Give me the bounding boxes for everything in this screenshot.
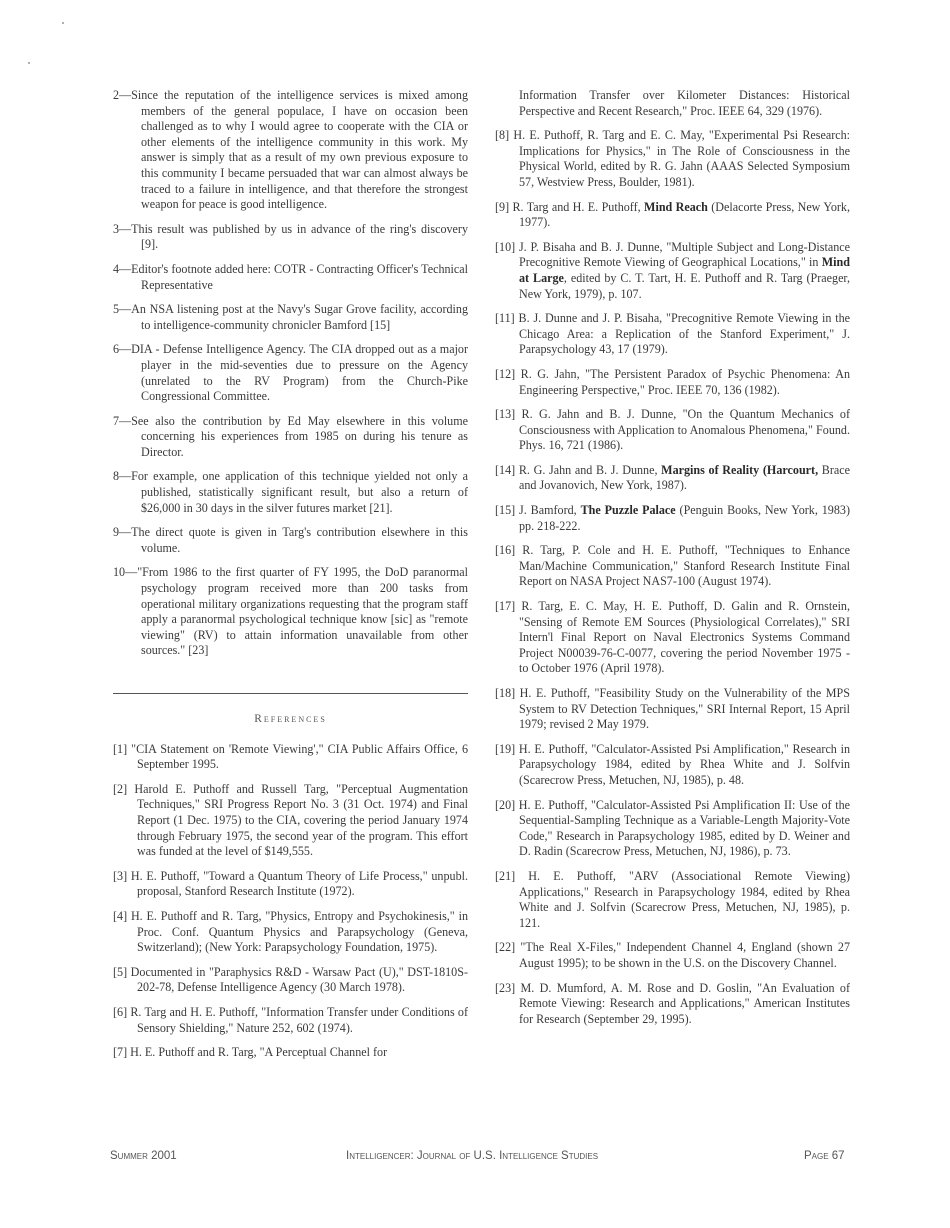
references-heading: References [254, 713, 327, 725]
footnote-8: 8—For example, one application of this technique yielded not only a published, statistically significant result, but also a return of $26,000 in 30 days in the silver futures market [21]. [113, 469, 468, 515]
reference-9-post: (Delacorte Press, New York, 1977). [519, 199, 851, 230]
section-divider [113, 693, 468, 694]
reference-20: [20] H. E. Puthoff, "Calculator-Assisted Psi Amplification II: Use of the Sequential-Sampling Technique as a Variable-Length Majority-Vote Code," Research in Parapsychology 1985, edited by D. Weiner and D. Radin (Scarecrow Press, Metuchen, NJ, 1986), p. 73. [495, 797, 850, 859]
reference-15-pre: [15] J. Bamford, [495, 503, 581, 518]
footer-issue: Summer 2001 [110, 1150, 177, 1162]
reference-14-post: Brace and Jovanovich, New York, 1987). [519, 462, 850, 493]
footnote-4: 4—Editor's footnote added here: COTR - Contracting Officer's Technical Representative [113, 261, 468, 292]
reference-5: [5] Documented in "Paraphysics R&D - Warsaw Pact (U)," DST-1810S-202-78, Defense Intelligence Agency (30 March 1978). [113, 964, 468, 995]
reference-6: [6] R. Targ and H. E. Puthoff, "Information Transfer under Conditions of Sensory Shielding," Nature 252, 602 (1974). [113, 1004, 468, 1035]
reference-2: [2] Harold E. Puthoff and Russell Targ, "Perceptual Augmentation Techniques," SRI Progress Report No. 3 (31 Oct. 1974) and Final Report (1 Dec. 1975) to the CIA, covering the period January 1974 through February 1975, the second year of the program. This effort was funded at the level of $149,555. [113, 781, 468, 859]
scan-speck [62, 22, 64, 24]
reference-4: [4] H. E. Puthoff and R. Targ, "Physics, Entropy and Psychokinesis," in Proc. Conf. Quantum Physics and Parapsychology (Geneva, Switzerland); (New York: Parapsychology Foundation, 1975). [113, 908, 468, 955]
right-column [495, 88, 850, 1036]
reference-22: [22] "The Real X-Files," Independent Channel 4, England (shown 27 August 1995); to be shown in the U.S. on the Discovery Channel. [495, 940, 850, 970]
reference-9 [495, 200, 850, 231]
reference-14 [495, 463, 850, 494]
footnote-2: 2—Since the reputation of the intelligence services is mixed among members of the general populace, I have on occasion been challenged as to why I would agree to cooperate with the CIA or other elements of the intelligence community in this work. My answer is simply that as a result of my own previous exposure to this community I became persuaded that war can almost always be traced to a failure in intelligence, and that therefore the strongest weapon for peace is good intelligence. [113, 88, 468, 212]
footnote-5: 5—An NSA listening post at the Navy's Sugar Grove facility, according to intelligence-community chronicler Bamford [15] [113, 302, 468, 332]
reference-1: [1] "CIA Statement on 'Remote Viewing'," CIA Public Affairs Office, 6 September 1995. [113, 741, 468, 772]
footer-page-number: Page 67 [804, 1150, 845, 1162]
reference-15-post: (Penguin Books, New York, 1983) pp. 218-222. [519, 503, 850, 533]
reference-3: [3] H. E. Puthoff, "Toward a Quantum Theory of Life Process," unpubl. proposal, Stanford Research Institute (1972). [113, 868, 468, 899]
reference-18: [18] H. E. Puthoff, "Feasibility Study on the Vulnerability of the MPS System to RV Detection Techniques," SRI Internal Report, 15 April 1979; revised 2 May 1979. [495, 686, 850, 732]
reference-9-pre: [9] R. Targ and H. E. Puthoff, [495, 199, 645, 214]
left-column [113, 88, 468, 1070]
reference-12: [12] R. G. Jahn, "The Persistent Paradox of Psychic Phenomena: An Engineering Perspective," Proc. IEEE 70, 136 (1982). [495, 366, 850, 397]
reference-13: [13] R. G. Jahn and B. J. Dunne, "On the Quantum Mechanics of Consciousness with Application to Anomalous Phenomena," Found. Phys. 16, 721 (1986). [495, 407, 850, 453]
footnote-3: 3—This result was published by us in advance of the ring's discovery [9]. [113, 221, 468, 252]
footnote-7: 7—See also the contribution by Ed May elsewhere in this volume concerning his experiences from 1985 on during his tenure as Director. [113, 413, 468, 459]
reference-7: [7] H. E. Puthoff and R. Targ, "A Perceptual Channel for [113, 1045, 388, 1060]
reference-11: [11] B. J. Dunne and J. P. Bisaha, "Precognitive Remote Viewing in the Chicago Area: a Replication of the Stanford Experiment," J. Parapsychology 43, 17 (1979). [495, 311, 850, 357]
reference-17: [17] R. Targ, E. C. May, H. E. Puthoff, D. Galin and R. Ornstein, "Sensing of Remote EM Sources (Physiological Correlates)," SRI Intern'l Final Report on Naval Electronics Systems Command Project N00039-76-C-0077, covering the period November 1975 - to October 1976 (April 1978). [495, 599, 850, 676]
reference-15-title: The Puzzle Palace [580, 503, 676, 518]
scan-speck [28, 62, 30, 64]
reference-10-pre: [10] J. P. Bisaha and B. J. Dunne, "Multiple Subject and Long-Distance Precognitive Remote Viewing of Geographical Locations," in [495, 239, 850, 270]
reference-16: [16] R. Targ, P. Cole and H. E. Puthoff, "Techniques to Enhance Man/Machine Communication," Stanford Research Institute Final Report on NASA Project NAS7-100 (August 1974). [495, 543, 850, 589]
reference-7-continuation: Information Transfer over Kilometer Distances: Historical Perspective and Recent Research," Proc. IEEE 64, 329 (1976). [519, 88, 850, 118]
reference-14-title: Margins of Reality (Harcourt, [661, 462, 819, 477]
footnote-9: 9—The direct quote is given in Targ's contribution elsewhere in this volume. [113, 525, 468, 555]
footnote-10: 10—"From 1986 to the first quarter of FY 1995, the DoD paranormal psychology program received more than 200 tasks from operational military organizations requesting that the program staff apply a paranormal psychological technique know [sic] as "remote viewing" (RV) to attain information unavailable from other sources." [23] [113, 565, 468, 658]
reference-9-title: Mind Reach [644, 199, 708, 214]
reference-21: [21] H. E. Puthoff, "ARV (Associational Remote Viewing) Applications," Research in Parapsychology 1984, edited by Rhea White and J. Solfvin (Scarecrow Press, Metuchen, NJ, 1985), p. 121. [495, 868, 850, 930]
reference-14-pre: [14] R. G. Jahn and B. J. Dunne, [495, 462, 662, 477]
reference-10 [495, 240, 850, 302]
footnote-6: 6—DIA - Defense Intelligence Agency. The CIA dropped out as a major player in the mid-seventies due to pressure on the Agency (unrelated to the RV Program) from the Church-Pike Congressional Committee. [113, 342, 468, 404]
reference-23: [23] M. D. Mumford, A. M. Rose and D. Goslin, "An Evaluation of Remote Viewing: Research and Applications," American Institutes for Research (September 29, 1995). [495, 980, 850, 1026]
reference-15 [495, 503, 850, 534]
reference-10-title: Mind at Large [519, 255, 850, 285]
reference-8: [8] H. E. Puthoff, R. Targ and E. C. May, "Experimental Psi Research: Implications for Physics," in The Role of Consciousness in the Physical World, edited by R. G. Jahn (AAAS Selected Symposium 57, Westview Press, Boulder, 1981). [495, 128, 850, 189]
reference-10-post: , edited by C. T. Tart, H. E. Puthoff and R. Targ (Praeger, New York, 1979), p. 107. [519, 270, 850, 301]
reference-19: [19] H. E. Puthoff, "Calculator-Assisted Psi Amplification," Research in Parapsychology 1984, edited by Rhea White and J. Solfvin (Scarecrow Press, Metuchen, NJ, 1985), p. 48. [495, 741, 850, 787]
footer-journal-title: Intelligencer: Journal of U.S. Intelligence Studies [346, 1150, 599, 1162]
